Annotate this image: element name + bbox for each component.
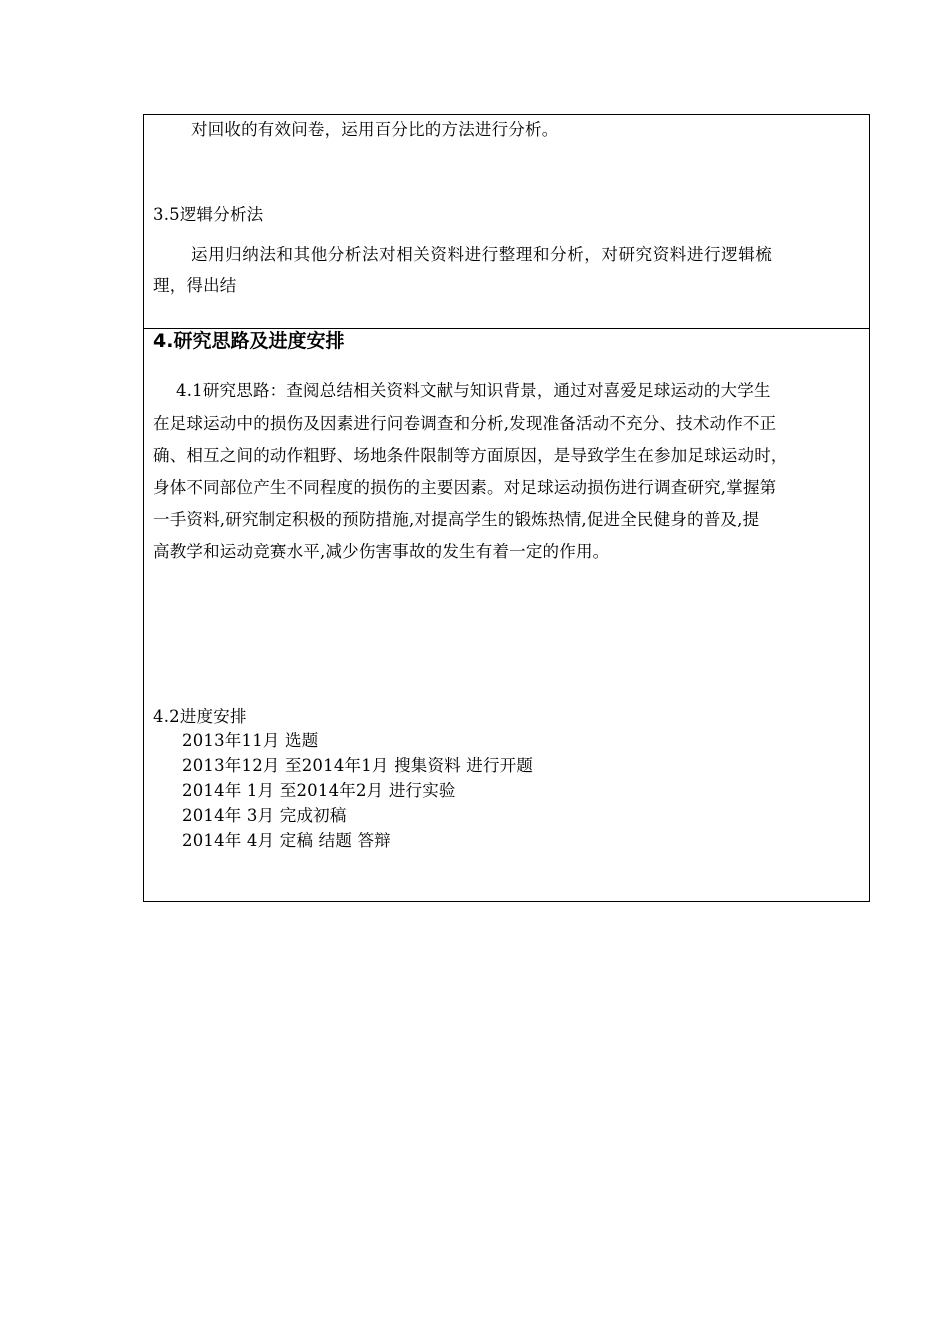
percentage-analysis-text: 对回收的有效问卷，运用百分比的方法进行分析。: [191, 120, 559, 139]
schedule-item: 2014年 4月 定稿 结题 答辩: [182, 831, 391, 850]
logic-analysis-line1: 运用归纳法和其他分析法对相关资料进行整理和分析，对研究资料进行逻辑梳: [191, 245, 773, 264]
schedule-item: 2014年 1月 至2014年2月 进行实验: [182, 781, 456, 800]
logic-analysis-line2: 理，得出结: [153, 276, 237, 295]
research-idea-line: 4.1研究思路：查阅总结相关资料文献与知识背景，通过对喜爱足球运动的大学生: [176, 381, 771, 400]
research-idea-line: 身体不同部位产生不同程度的损伤的主要因素。对足球运动损伤进行调查研究,掌握第: [153, 478, 777, 497]
research-idea-line: 在足球运动中的损伤及因素进行问卷调查和分析,发现准备活动不充分、技术动作不正: [153, 414, 777, 433]
research-idea-line: 确、相互之间的动作粗野、场地条件限制等方面原因，是导致学生在参加足球运动时，: [153, 446, 788, 465]
section-3-5-heading: 3.5逻辑分析法: [153, 205, 264, 224]
research-idea-line: 高教学和运动竞赛水平,减少伤害事故的发生有着一定的作用。: [153, 542, 610, 561]
section-4-2-heading: 4.2进度安排: [153, 707, 247, 726]
section-4-heading: 4.研究思路及进度安排: [153, 330, 345, 352]
schedule-item: 2014年 3月 完成初稿: [182, 806, 347, 825]
schedule-item: 2013年12月 至2014年1月 搜集资料 进行开题: [182, 756, 534, 775]
research-idea-line: 一手资料,研究制定积极的预防措施,对提高学生的锻炼热情,促进全民健身的普及,提: [153, 510, 760, 529]
schedule-item: 2013年11月 选题: [182, 731, 319, 750]
